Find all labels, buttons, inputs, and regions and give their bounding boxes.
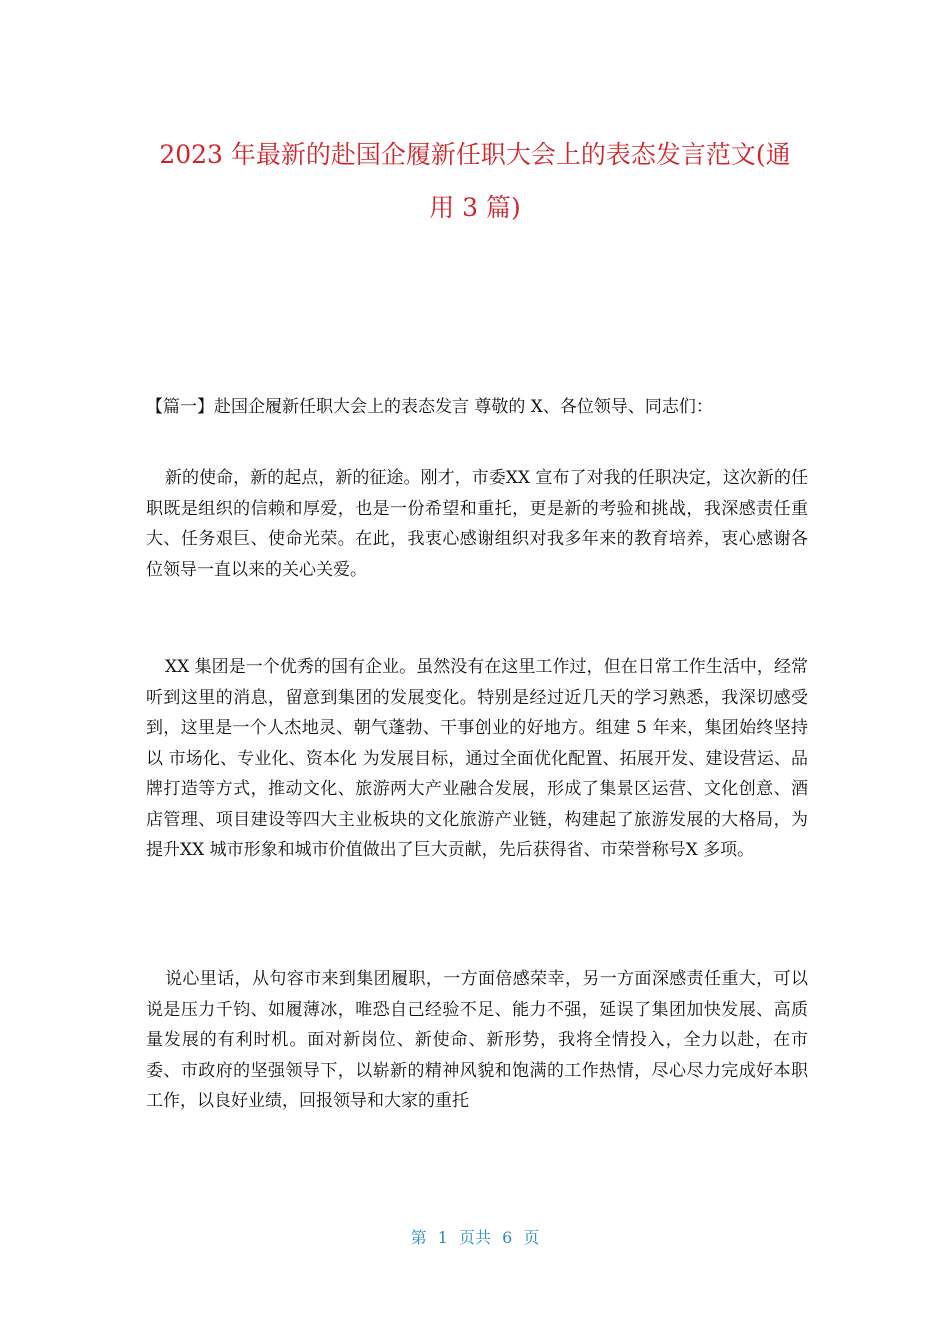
title-line-1: 2023 年最新的赴国企履新任职大会上的表态发言范文(通 — [159, 140, 791, 169]
document-title — [140, 128, 810, 234]
paragraph-1: 新的使命，新的起点，新的征途。刚才，市委XX 宣布了对我的任职决定，这次新的任职既是组织的信赖和厚爱，也是一份希望和重托，更是新的考验和挑战，我深感责任重大、任务艰巨、使命光荣。在此，我衷心感谢组织对我多年来的教育培养，衷心感谢各位领导一直以来的关心关爱。 — [146, 468, 808, 580]
page-number-footer: 第 1 页共 6 页 — [410, 1228, 540, 1247]
section-intro: 【篇一】赴国企履新任职大会上的表态发言 尊敬的 X、各位领导、同志们： — [146, 397, 713, 417]
title-line-2: 用 3 篇) — [429, 193, 521, 222]
paragraph-2: XX 集团是一个优秀的国有企业。虽然没有在这里工作过，但在日常工作生活中，经常听到这里的消息，留意到集团的发展变化。特别是经过近几天的学习熟悉，我深切感受到，这里是一个人杰地灵、朝气蓬勃、干事创业的好地方。组建 5 年来，集团始终坚持以 市场化、专业化、资本化 为发展目标，通过全面优化配置、拓展开发、建设营运、品牌打造等方式，推动文化、旅游两大产业融合发展，形成了集景区运营、文化创意、酒店管理、项目建设等四大主业板块的文化旅游产业链，构建起了旅游发展的大格局，为提升XX 城市形象和城市价值做出了巨大贡献，先后获得省、市荣誉称号X 多项。 — [146, 657, 808, 860]
paragraph-3: 说心里话，从句容市来到集团履职，一方面倍感荣幸，另一方面深感责任重大，可以说是压力千钧、如履薄冰，唯恐自己经验不足、能力不强，延误了集团加快发展、高质量发展的有利时机。面对新岗位、新使命、新形势，我将全情投入，全力以赴，在市委、市政府的坚强领导下，以崭新的精神风貌和饱满的工作热情，尽心尽力完成好本职工作，以良好业绩，回报领导和大家的重托 — [146, 969, 808, 1111]
